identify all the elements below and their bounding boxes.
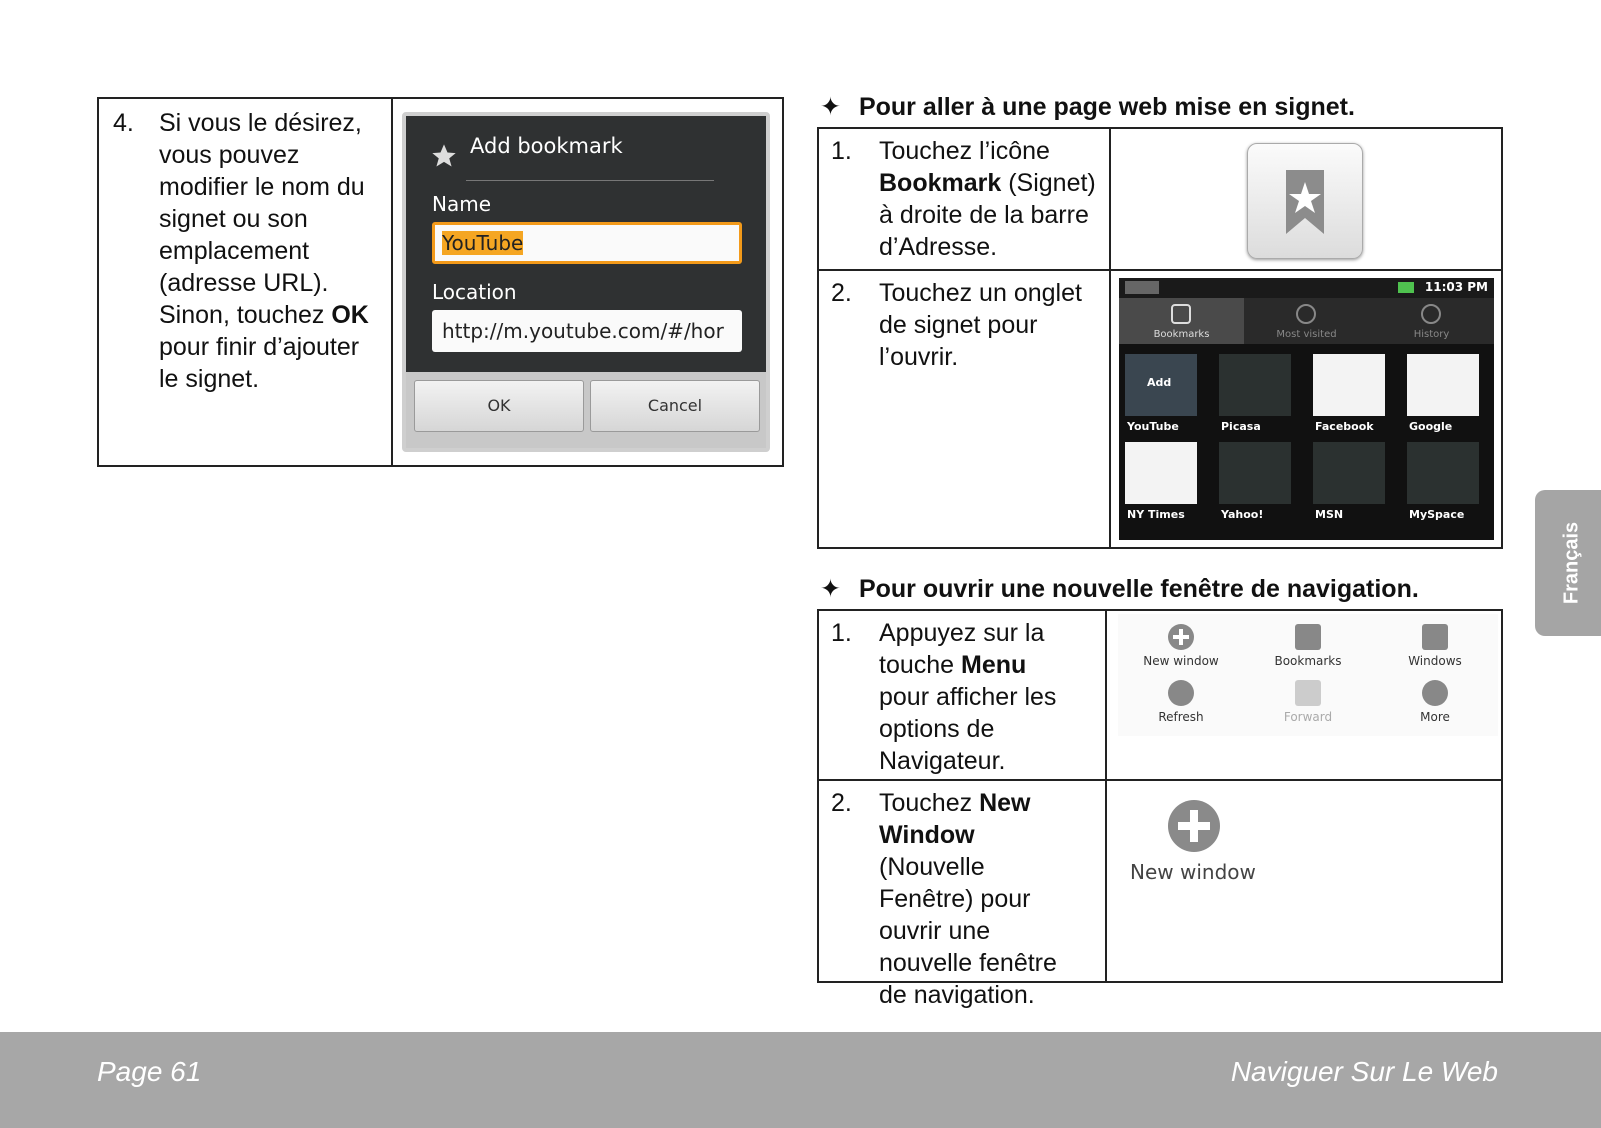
- step-text: [879, 617, 1059, 777]
- step-number: 1.: [831, 137, 852, 165]
- tab-most-visited[interactable]: [1244, 298, 1369, 344]
- step-text-part: Appuyez sur la touche: [879, 619, 1045, 679]
- language-side-tab: [1535, 490, 1601, 636]
- name-field[interactable]: [432, 222, 742, 264]
- thumbnail-label: MySpace: [1409, 508, 1465, 521]
- tab-label: History: [1413, 329, 1450, 340]
- bullet-icon: ✦: [820, 575, 841, 603]
- menu-item-forward[interactable]: [1245, 680, 1371, 724]
- thumbnail-label: Google: [1409, 420, 1453, 433]
- clock-icon: [1421, 304, 1441, 324]
- bookmark-thumbnail[interactable]: [1219, 442, 1291, 504]
- menu-item-new-window[interactable]: [1118, 624, 1244, 668]
- menu-label: Refresh: [1158, 710, 1204, 724]
- bookmarks-screenshot: [1119, 278, 1494, 540]
- step-bold: OK: [331, 301, 369, 329]
- step-number: 2.: [831, 279, 852, 307]
- tab-history[interactable]: [1369, 298, 1494, 344]
- thumbnail-label: Facebook: [1315, 420, 1374, 433]
- thumbnail-label: MSN: [1315, 508, 1344, 521]
- step-text-part: pour finir d’ajouter le signet.: [159, 333, 360, 393]
- step-text-part: pour afficher les options de Navigateur.: [879, 683, 1057, 775]
- heading-text: Pour ouvrir une nouvelle fenêtre de navigation.: [858, 575, 1419, 603]
- table-divider: [391, 99, 393, 465]
- browser-menu-screenshot: [1118, 614, 1498, 736]
- heading-bookmark: [820, 92, 1355, 122]
- page-number: Page 61: [97, 1056, 202, 1087]
- eye-icon: [1296, 304, 1316, 324]
- menu-item-windows[interactable]: [1372, 624, 1498, 668]
- notification-icon: [1125, 281, 1159, 294]
- bookmark-ribbon-icon: [1248, 144, 1362, 258]
- step-text: [159, 107, 381, 395]
- bookmark-thumbnail[interactable]: [1125, 442, 1197, 504]
- menu-label: Windows: [1408, 654, 1462, 668]
- thumbnail-label: NY Times: [1127, 508, 1185, 521]
- bookmark-tabs: [1119, 298, 1494, 344]
- step-text: Touchez un onglet de signet pour l’ouvrir.: [879, 279, 1082, 371]
- ok-button[interactable]: OK: [414, 380, 584, 432]
- thumbnail-label: Picasa: [1221, 420, 1261, 433]
- step-number: 2.: [831, 789, 852, 817]
- step-text-part: (Signet) à droite de la barre d’Adresse.: [879, 169, 1096, 261]
- name-value: YouTube: [442, 231, 524, 255]
- name-label: Name: [432, 192, 492, 216]
- step-number: 4.: [113, 109, 134, 137]
- step-bold: Menu: [961, 651, 1027, 679]
- bookmark-thumbnail[interactable]: [1219, 354, 1291, 416]
- status-bar: [1119, 278, 1494, 298]
- chevron-down-icon: [1422, 680, 1448, 706]
- step-bold: Bookmark: [879, 169, 1002, 197]
- bookmark-thumbnail[interactable]: [1407, 354, 1479, 416]
- new-window-button[interactable]: [1130, 800, 1256, 884]
- language-label: Français: [1560, 521, 1583, 605]
- dialog-title: Add bookmark: [470, 134, 623, 158]
- bullet-icon: ✦: [820, 93, 841, 121]
- windows-icon: [1422, 624, 1448, 650]
- bookmark-icon: [1295, 624, 1321, 650]
- refresh-icon: [1168, 680, 1194, 706]
- bookmark-thumbnail[interactable]: [1313, 442, 1385, 504]
- table-divider: [1109, 129, 1111, 547]
- step-text-part: Si vous le désirez, vous pouvez modifier le nom du signet ou son emplacement (adresse URL). Sinon, touchez: [159, 109, 365, 329]
- step-text: [879, 787, 1079, 1011]
- star-icon: [430, 142, 458, 170]
- tab-bookmarks[interactable]: [1119, 298, 1244, 344]
- step-text-part: (Nouvelle Fenêtre) pour ouvrir une nouvelle fenêtre de navigation.: [879, 853, 1057, 1009]
- heading-text: Pour aller à une page web mise en signet.: [858, 93, 1355, 121]
- add-label: Add: [1147, 376, 1172, 389]
- bookmark-thumbnail[interactable]: [1313, 354, 1385, 416]
- thumbnail-label: Yahoo!: [1221, 508, 1264, 521]
- plus-icon: [1168, 624, 1194, 650]
- plus-icon: [1168, 800, 1220, 852]
- tab-label: Bookmarks: [1153, 329, 1210, 340]
- menu-item-bookmarks[interactable]: [1245, 624, 1371, 668]
- tab-label: Most visited: [1276, 329, 1337, 340]
- menu-label: More: [1420, 710, 1450, 724]
- bookmark-icon: [1171, 304, 1191, 324]
- location-field[interactable]: http://m.youtube.com/#/hor: [432, 310, 742, 352]
- new-window-label: New window: [1130, 860, 1256, 884]
- page-footer: [0, 1032, 1601, 1128]
- menu-label: Bookmarks: [1274, 654, 1342, 668]
- battery-icon: [1398, 282, 1414, 293]
- row-divider: [819, 269, 1501, 271]
- location-label: Location: [432, 280, 517, 304]
- dialog-button-bar: [406, 372, 766, 448]
- menu-label: New window: [1143, 654, 1219, 668]
- table-divider: [1105, 611, 1107, 981]
- step-text-part: Touchez: [879, 789, 980, 817]
- step-text: [879, 135, 1101, 263]
- menu-label: Forward: [1283, 710, 1333, 724]
- step-bold: New Window: [879, 789, 1031, 849]
- section-title: Naviguer Sur Le Web: [1230, 1056, 1498, 1087]
- add-bookmark-dialog: [402, 112, 770, 452]
- forward-arrow-icon: [1295, 680, 1321, 706]
- thumbnail-label: YouTube: [1127, 420, 1179, 433]
- step-text-part: Touchez l’icône: [879, 137, 1050, 165]
- bookmark-thumbnail[interactable]: [1125, 354, 1197, 416]
- menu-item-more[interactable]: [1372, 680, 1498, 724]
- status-time: 11:03 PM: [1424, 280, 1488, 294]
- cancel-button[interactable]: Cancel: [590, 380, 760, 432]
- divider: [466, 180, 714, 181]
- bookmark-thumbnail[interactable]: [1407, 442, 1479, 504]
- step-number: 1.: [831, 619, 852, 647]
- bookmark-icon: [1247, 143, 1363, 259]
- menu-item-refresh[interactable]: [1118, 680, 1244, 724]
- row-divider: [819, 779, 1501, 781]
- heading-new-window: [820, 574, 1419, 604]
